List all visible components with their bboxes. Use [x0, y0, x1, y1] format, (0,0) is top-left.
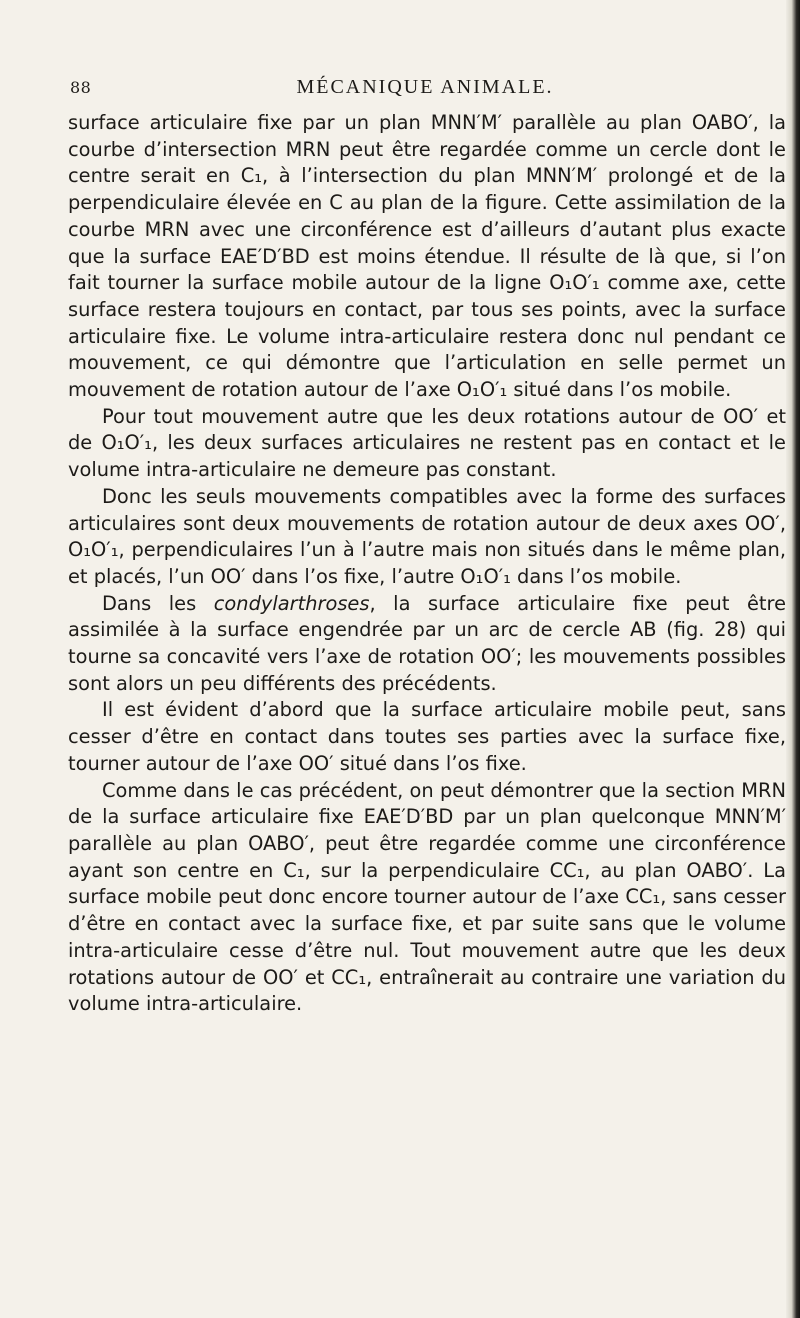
emphasized-term: condylarthroses — [213, 591, 370, 615]
paragraph: surface articulaire fixe par un plan MNN′M′ parallèle au plan OABO′, la courbe d’intersection MRN peut être regardée comme un cercle dont le centre serait en C₁, à l’intersection du plan MNN′M′ prolongé et de la perpendiculaire élevée en C au plan de la figure. Cette assimilation de la courbe MRN avec une circonférence est d’ailleurs d’autant plus exacte que la surface EAE′D′BD est moins étendue. Il résulte de là que, si l’on fait tourner la surface mobile autour de la ligne O₁O′₁ comme axe, cette surface restera toujours en contact, par tous ses points, avec la surface articulaire fixe. Le volume intra-articulaire restera donc nul pendant ce mouvement, ce qui démontre que l’articulation en selle permet un mouvement de rotation autour de l’axe O₁O′₁ situé dans l’os mobile. — [68, 111, 786, 402]
page-number: 88 — [70, 78, 92, 97]
paragraph: Il est évident d’abord que la surface articulaire mobile peut, sans cesser d’être en contact dans toutes ses parties avec la surface fixe, tourner autour de l’axe OO′ situé dans l’os fixe. — [68, 698, 786, 775]
page-header — [70, 70, 780, 110]
paragraph-prefix: Dans les — [102, 591, 214, 615]
paragraph — [68, 591, 786, 698]
page-edge-shadow — [786, 0, 800, 1318]
paragraph: Comme dans le cas précédent, on peut démontrer que la section MRN de la surface articulaire fixe EAE′D′BD par un plan quelconque MNN′M′ parallèle au plan OABO′, peut être regardée comme une circonférence ayant son centre en C₁, sur la perpendiculaire CC₁, au plan OABO′. La surface mobile peut donc encore tourner autour de l’axe CC₁, sans cesser d’être en contact avec la surface fixe, et par suite sans que le volume intra-articulaire cesse d’être nul. Tout mouvement autre que les deux rotations autour de OO′ et CC₁, entraînerait au contraire une variation du volume intra-articulaire. — [68, 778, 786, 1016]
running-head: MÉCANIQUE ANIMALE. — [296, 76, 554, 98]
paragraph: Pour tout mouvement autre que les deux rotations autour de OO′ et de O₁O′₁, les deux surfaces articulaires ne restent pas en contact et le volume intra-articulaire ne demeure pas constant. — [68, 404, 786, 482]
body-text — [68, 110, 786, 1018]
paragraph: Donc les seuls mouvements compatibles avec la forme des surfaces articulaires sont deux mouvements de rotation autour de deux axes OO′, O₁O′₁, perpendiculaires l’un à l’autre mais non situés dans le même plan, et placés, l’un OO′ dans l’os fixe, l’autre O₁O′₁ dans l’os mobile. — [68, 484, 786, 588]
paragraph-rest: , la surface articulaire fixe peut être assimilée à la surface engendrée par un arc de cercle AB (fig. 28) qui tourne sa concavité vers l’axe de rotation OO′; les mouvements possibles sont alors un peu différents des précédents. — [68, 591, 787, 695]
